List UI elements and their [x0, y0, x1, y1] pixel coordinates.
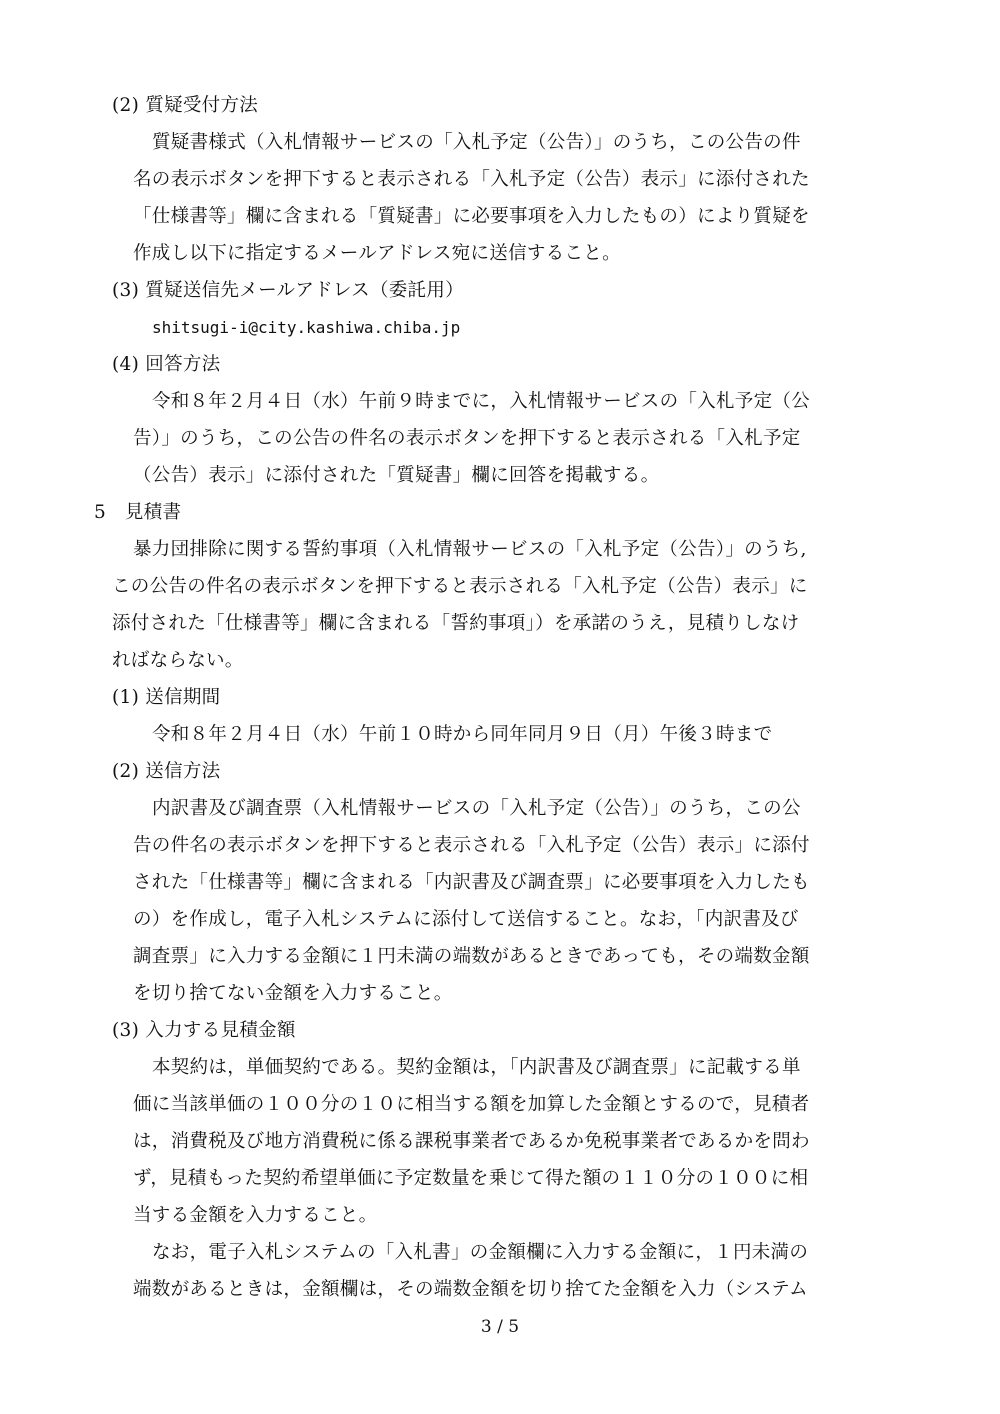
- paragraph-line: は，消費税及び地方消費税に係る課税事業者であるか免税事業者であるかを問わ: [133, 1131, 810, 1152]
- paragraph-line: （公告）表示」に添付された「質疑書」欄に回答を掲載する。: [133, 465, 660, 486]
- paragraph-line: 内訳書及び調査票（入札情報サービスの「入札予定（公告）」のうち，この公: [152, 798, 801, 819]
- paragraph-line: 当する金額を入力すること。: [133, 1205, 378, 1226]
- paragraph-line: 調査票」に入力する金額に１円未満の端数があるときであっても，その端数金額: [133, 946, 810, 967]
- paragraph-line: 価に当該単価の１００分の１０に相当する額を加算した金額とするので，見積者: [133, 1094, 810, 1115]
- page-number: 3 / 5: [480, 1317, 520, 1337]
- paragraph-line: の）を作成し，電子入札システムに添付して送信すること。なお，「内訳書及び: [133, 909, 799, 930]
- paragraph-line: 告の件名の表示ボタンを押下すると表示される「入札予定（公告）表示」に添付: [133, 835, 810, 856]
- section-5-heading: 5 見積書: [94, 502, 182, 523]
- paragraph-line: 作成し以下に指定するメールアドレス宛に送信すること。: [133, 243, 621, 264]
- paragraph-line: 告）」のうち，この公告の件名の表示ボタンを押下すると表示される「入札予定: [133, 428, 801, 449]
- paragraph-line: 本契約は，単価契約である。契約金額は，「内訳書及び調査票」に記載する単: [152, 1057, 801, 1078]
- paragraph-line: この公告の件名の表示ボタンを押下すると表示される「入札予定（公告）表示」に: [112, 576, 808, 597]
- paragraph-line: なお，電子入札システムの「入札書」の金額欄に入力する金額に，１円未満の: [152, 1242, 809, 1263]
- item-4-heading: (4) 回答方法: [112, 354, 221, 375]
- paragraph-line: 令和８年２月４日（水）午前１０時から同年同月９日（月）午後３時まで: [152, 724, 773, 745]
- item-1-heading: (1) 送信期間: [112, 687, 221, 708]
- paragraph-line: 端数があるときは，金額欄は，その端数金額を切り捨てた金額を入力（システム: [133, 1279, 808, 1300]
- item-3-heading: (3) 入力する見積金額: [112, 1020, 296, 1041]
- paragraph-line: された「仕様書等」欄に含まれる「内訳書及び調査票」に必要事項を入力したも: [133, 872, 810, 893]
- paragraph-line: を切り捨てない金額を入力すること。: [133, 983, 453, 1004]
- item-2-heading: (2) 質疑受付方法: [112, 95, 259, 116]
- paragraph-line: 添付された「仕様書等」欄に含まれる「誓約事項」）を承諾のうえ，見積りしなけ: [112, 613, 800, 634]
- paragraph-line: ず，見積もった契約希望単価に予定数量を乗じて得た額の１１０分の１００に相: [133, 1168, 809, 1189]
- item-3-heading: (3) 質疑送信先メールアドレス（委託用）: [112, 280, 464, 301]
- paragraph-line: 令和８年２月４日（水）午前９時までに，入札情報サービスの「入札予定（公: [152, 391, 811, 412]
- paragraph-line: ればならない。: [112, 650, 244, 671]
- paragraph-line: 質疑書様式（入札情報サービスの「入札予定（公告）」のうち，この公告の件: [152, 132, 801, 153]
- paragraph-line: 「仕様書等」欄に含まれる「質疑書」に必要事項を入力したもの）により質疑を: [133, 206, 810, 227]
- email-address: shitsugi-i@city.kashiwa.chiba.jp: [152, 318, 461, 337]
- paragraph-line: 名の表示ボタンを押下すると表示される「入札予定（公告）表示」に添付された: [133, 169, 810, 190]
- paragraph-line: 暴力団排除に関する誓約事項（入札情報サービスの「入札予定（公告）」のうち,: [133, 539, 807, 560]
- item-2-heading: (2) 送信方法: [112, 761, 221, 782]
